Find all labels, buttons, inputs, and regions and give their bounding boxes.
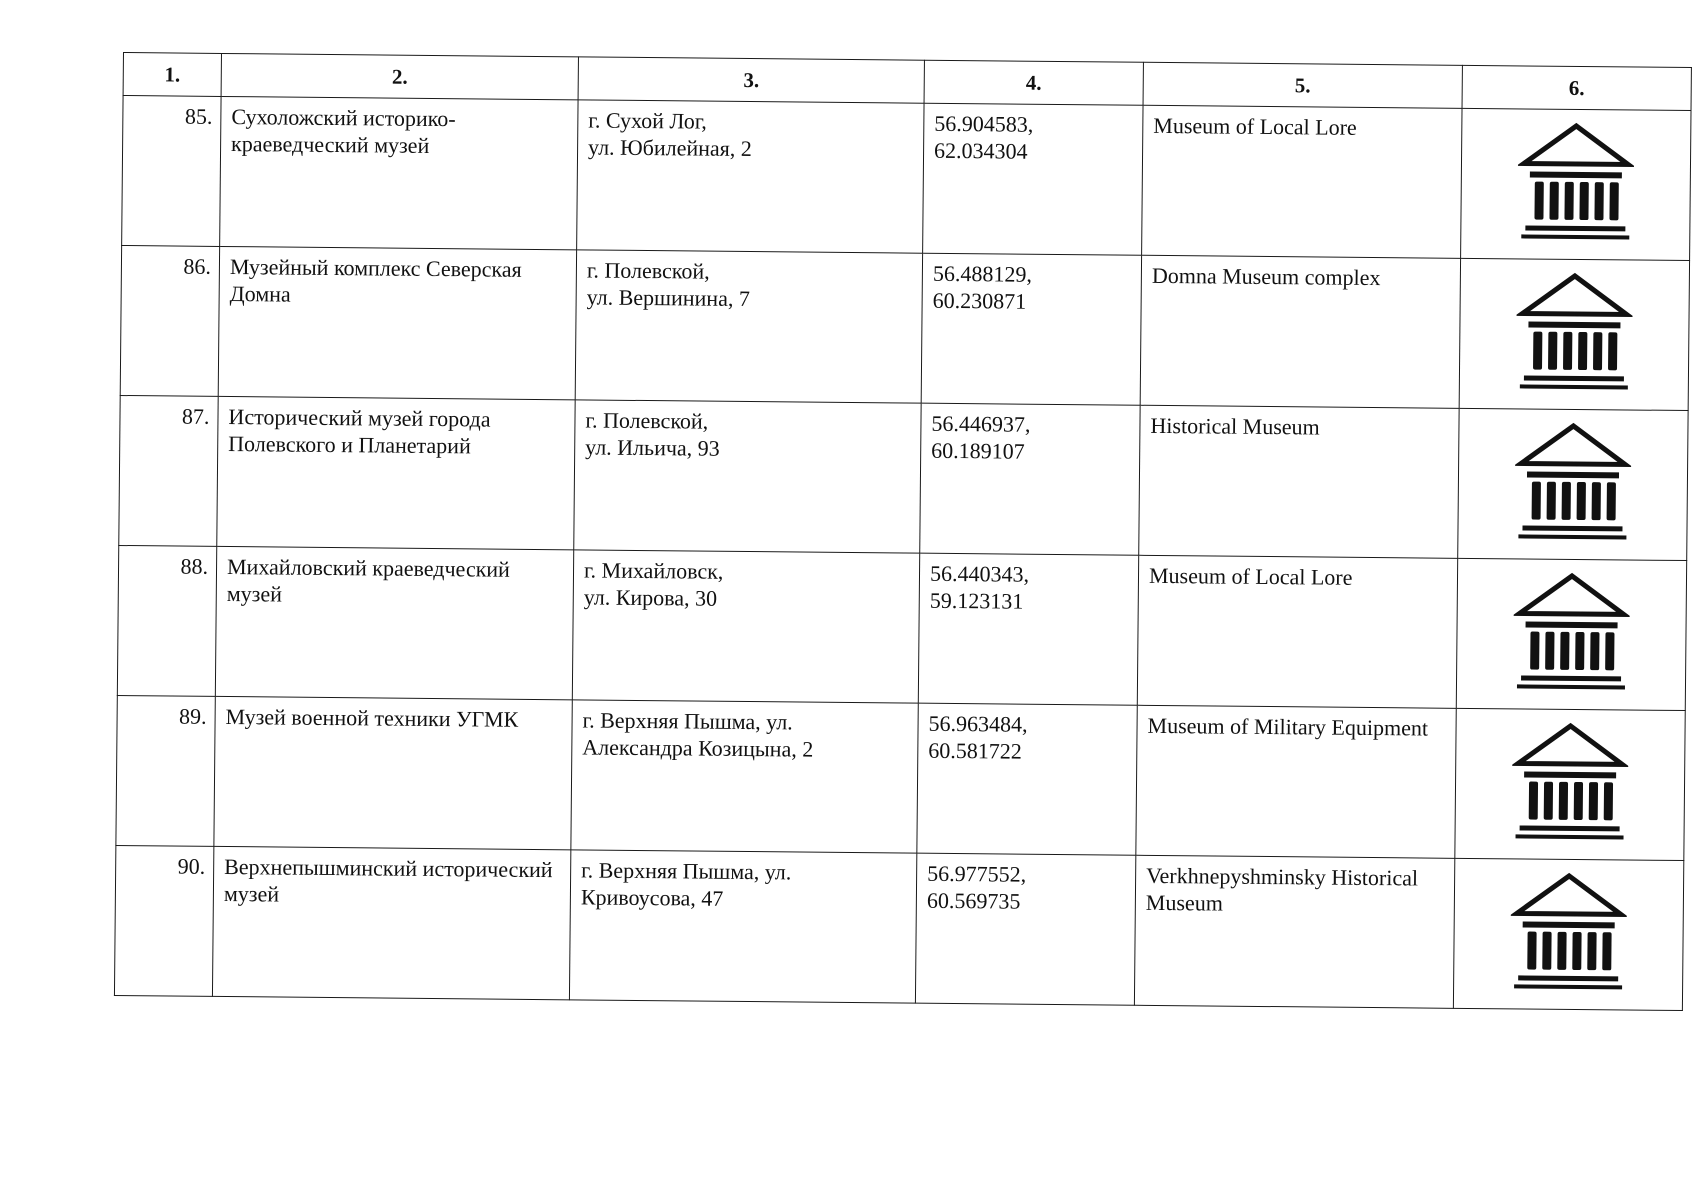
museum-name: Сухоложский историко-краеведческий музей — [220, 96, 578, 249]
column-header: 3. — [578, 57, 924, 103]
museum-building-icon — [1514, 419, 1631, 544]
icon-cell — [1461, 108, 1691, 260]
museum-name: Верхнепышминский исторический музей — [212, 846, 570, 999]
museum-name: Исторический музей города Полевского и Планетарий — [217, 396, 575, 549]
table-row — [117, 545, 1686, 710]
table-row — [120, 245, 1689, 410]
museum-address: г. Сухой Лог, ул. Юбилейная, 2 — [577, 100, 924, 253]
museum-building-icon — [1517, 119, 1634, 244]
row-number: 89. — [116, 695, 215, 846]
column-header: 1. — [123, 53, 221, 97]
table-row — [119, 395, 1688, 560]
museum-coordinates: 56.488129, 60.230871 — [921, 253, 1141, 405]
museum-english-name: Verkhnepyshminsky Historical Museum — [1134, 855, 1454, 1008]
museum-english-name: Museum of Local Lore — [1137, 555, 1457, 708]
row-number: 87. — [119, 395, 218, 546]
row-number: 90. — [114, 845, 213, 996]
museum-address: г. Михайловск, ул. Кирова, 30 — [572, 550, 919, 703]
museum-name: Музей военной техники УГМК — [214, 696, 572, 849]
museum-coordinates: 56.440343, 59.123131 — [918, 553, 1138, 705]
museum-address: г. Полевской, ул. Ильича, 93 — [574, 400, 921, 553]
row-number: 88. — [117, 545, 216, 696]
table-body — [114, 96, 1691, 1011]
museum-english-name: Domna Museum complex — [1140, 255, 1460, 408]
column-header: 5. — [1143, 62, 1462, 108]
table-row — [116, 695, 1685, 860]
museum-coordinates: 56.904583, 62.034304 — [923, 103, 1143, 255]
museum-building-icon — [1511, 719, 1628, 844]
icon-cell — [1458, 408, 1688, 560]
table-row — [114, 845, 1683, 1010]
icon-cell — [1455, 708, 1685, 860]
column-header: 2. — [221, 53, 578, 99]
museum-name: Михайловский краеведческий музей — [215, 546, 573, 699]
column-header: 4. — [924, 60, 1143, 105]
museum-building-icon — [1516, 269, 1633, 394]
row-number: 86. — [120, 245, 219, 396]
museum-coordinates: 56.963484, 60.581722 — [917, 703, 1137, 855]
museum-address: г. Верхняя Пышма, ул. Александра Козицына, 2 — [571, 700, 918, 853]
museum-address: г. Верхняя Пышма, ул. Кривоусова, 47 — [569, 850, 916, 1003]
icon-cell — [1453, 858, 1683, 1010]
icon-cell — [1459, 258, 1689, 410]
museum-coordinates: 56.446937, 60.189107 — [920, 403, 1140, 555]
document-page — [114, 52, 1691, 1011]
museum-address: г. Полевской, ул. Вершинина, 7 — [575, 250, 922, 403]
icon-cell — [1456, 558, 1686, 710]
museum-table — [114, 52, 1692, 1011]
row-number: 85. — [122, 96, 221, 247]
museum-building-icon — [1513, 569, 1630, 694]
museum-name: Музейный комплекс Северская Домна — [218, 246, 576, 399]
museum-english-name: Museum of Local Lore — [1142, 105, 1462, 258]
museum-english-name: Museum of Military Equipment — [1136, 705, 1456, 858]
museum-building-icon — [1510, 869, 1627, 994]
museum-english-name: Historical Museum — [1139, 405, 1459, 558]
table-row — [122, 96, 1691, 261]
museum-coordinates: 56.977552, 60.569735 — [915, 853, 1135, 1005]
column-header: 6. — [1462, 65, 1691, 110]
